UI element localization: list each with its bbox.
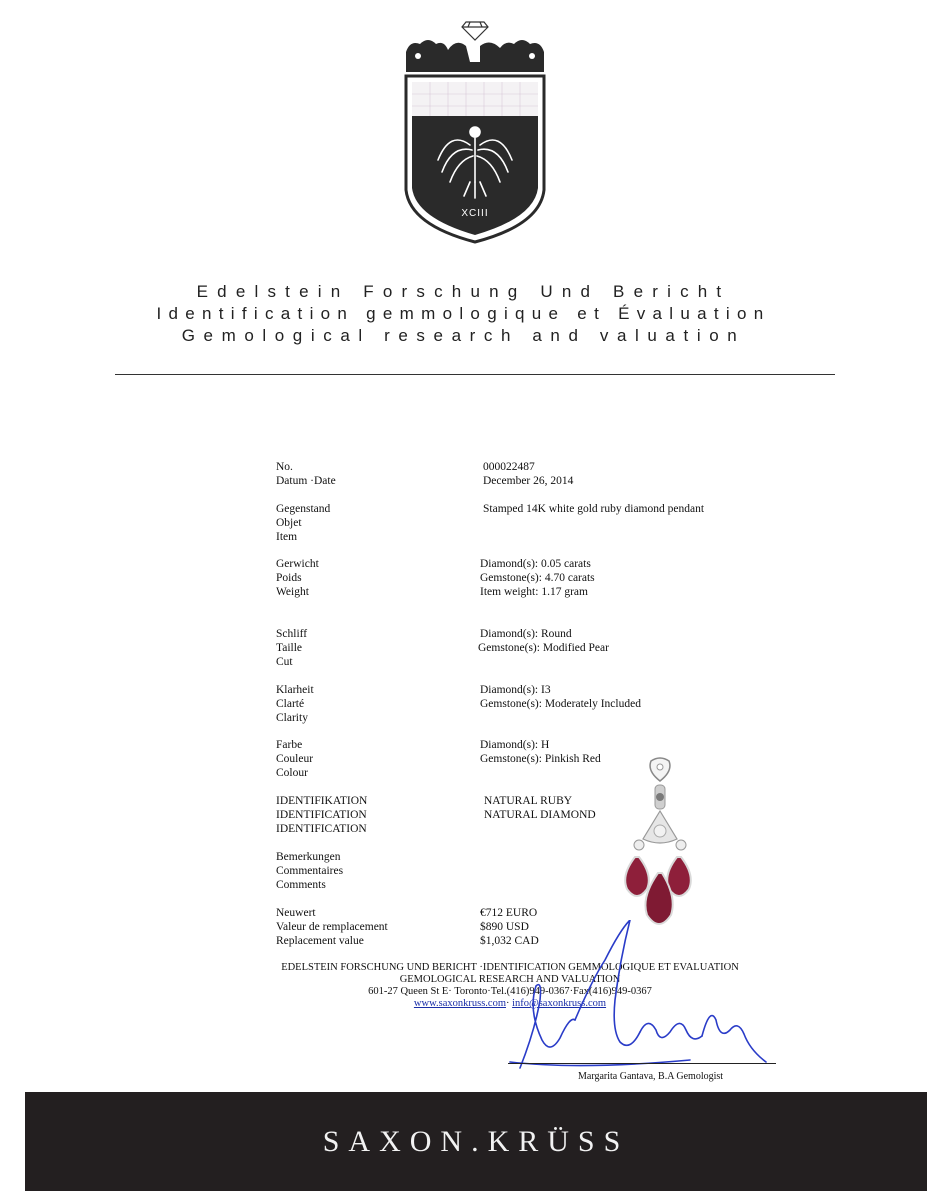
report-number: 000022487 [483,461,535,473]
label-value-en: Replacement value [276,935,364,947]
label-item-de: Gegenstand [276,503,331,515]
label-number: No. [276,461,293,473]
brand-name: SAXON.KRÜSS [322,1125,630,1158]
label-cut-de: Schliff [276,628,308,640]
signer-name: Margarita Gantava, B.A Gemologist [578,1071,724,1082]
footer-links: www.saxonkruss.com· info@saxonkruss.com [413,998,607,1009]
value-cad: $1,032 CAD [480,935,539,947]
signature-line [508,1063,776,1064]
value-euro: €712 EURO [480,907,538,919]
heading-english: Gemological research and valuation [181,326,746,345]
label-value-fr: Valeur de remplacement [276,921,388,933]
identification-diamond: NATURAL DIAMOND [484,809,596,821]
cut-gemstone: Gemstone(s): Modified Pear [478,642,609,654]
label-clarity-de: Klarheit [276,684,314,696]
label-identification-fr: IDENTIFICATION [276,809,367,821]
label-comments-fr: Commentaires [276,865,344,877]
label-item-fr: Objet [276,517,302,529]
handwritten-signature [480,920,780,1070]
weight-item: Item weight: 1.17 gram [480,586,588,598]
website-link[interactable]: www.saxonkruss.com [413,998,506,1009]
label-item-en: Item [276,531,298,543]
cut-diamond: Diamond(s): Round [480,628,572,640]
clarity-gemstone: Gemstone(s): Moderately Included [480,698,641,710]
label-identification-de: IDENTIFIKATION [276,795,368,807]
label-identification-en: IDENTIFICATION [276,823,367,835]
weight-diamond: Diamond(s): 0.05 carats [480,558,591,570]
item-description: Stamped 14K white gold ruby diamond pendant [483,503,705,515]
footer-company: EDELSTEIN FORSCHUNG UND BERICHT ·IDENTIFICATION GEMMOLOGIQUE ET EVALUATION [281,962,739,973]
label-weight-de: Gerwicht [276,558,319,570]
footer-subtitle: GEMOLOGICAL RESEARCH AND VALUATION [399,974,621,985]
crest-numeral: XCIII [461,208,489,219]
label-cut-en: Cut [276,656,293,668]
field-labels [276,0,476,1200]
label-clarity-en: Clarity [276,712,308,724]
label-comments-en: Comments [276,879,326,891]
value-usd: $890 USD [480,921,529,933]
colour-gemstone: Gemstone(s): Pinkish Red [480,753,601,765]
label-date: Datum ·Date [276,475,336,487]
pendant-photo [615,755,705,945]
label-weight-fr: Poids [276,572,302,584]
report-date: December 26, 2014 [483,475,574,487]
label-comments-de: Bemerkungen [276,851,341,863]
label-colour-de: Farbe [276,739,303,751]
identification-ruby: NATURAL RUBY [484,795,573,807]
label-cut-fr: Taille [276,642,303,654]
weight-gemstone: Gemstone(s): 4.70 carats [480,572,595,584]
label-value-de: Neuwert [276,907,316,919]
footer-address: 601-27 Queen St E· Toronto·Tel.(416)949-0367·Fax(416)949-0367 [368,986,652,997]
label-clarity-fr: Clarté [276,698,305,710]
email-link[interactable]: info@saxonkruss.com [512,998,607,1009]
clarity-diamond: Diamond(s): I3 [480,684,551,696]
label-colour-en: Colour [276,767,308,779]
label-weight-en: Weight [276,586,309,598]
colour-diamond: Diamond(s): H [480,739,550,751]
heading-german: Edelstein Forschung Und Bericht [196,282,731,301]
label-colour-fr: Couleur [276,753,314,765]
heading-french: Identification gemmologique et Évaluation [156,304,771,323]
